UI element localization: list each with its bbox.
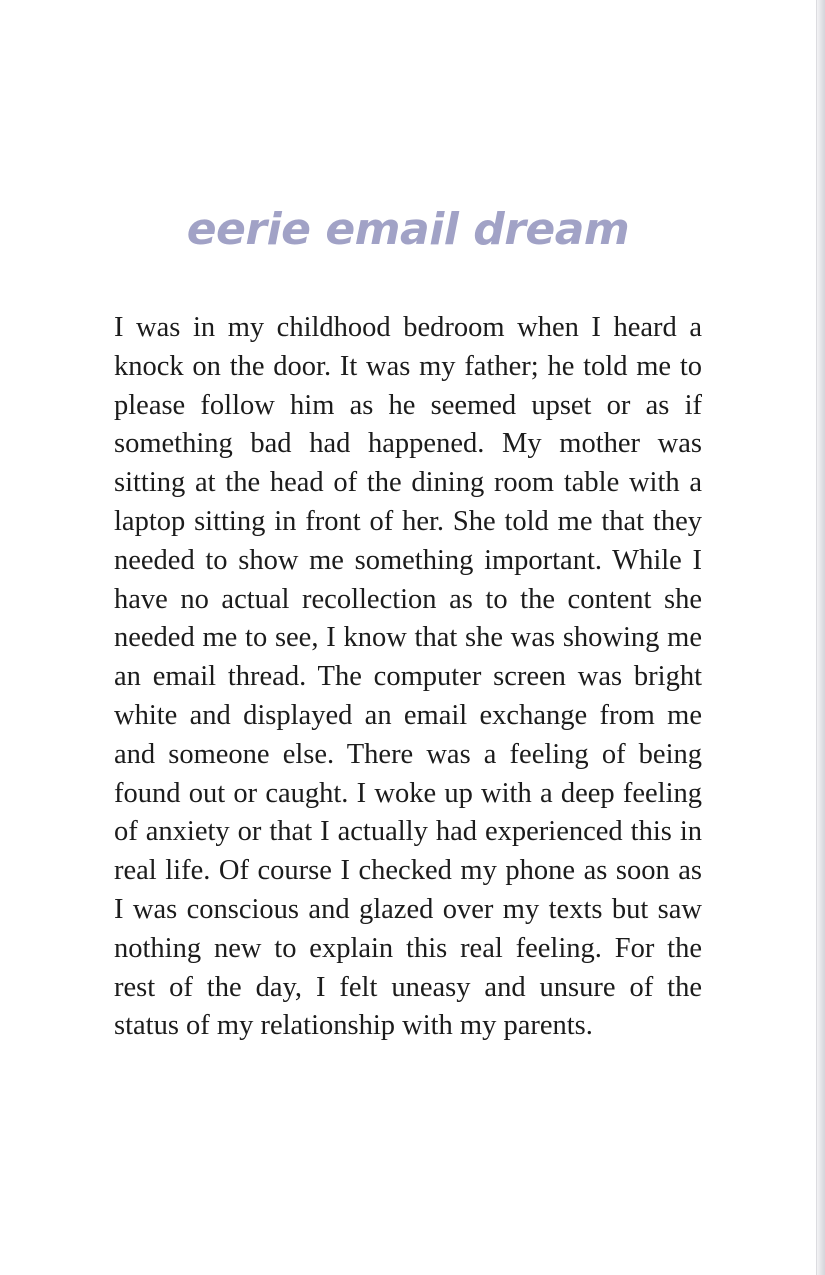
page-edge — [816, 0, 825, 1275]
body-paragraph: I was in my childhood bedroom when I heard a knock on the door. It was my father; he told me to please follow him as he seemed upset or as if something bad had happened. My mother was sitting at the head of the dining room table with a laptop sitting in front of her. She told me that they needed to show me something important. While I have no actual recollection as to the content she needed me to see, I know that she was showing me an email thread. The computer screen was bright white and displayed an email exchange from me and someone else. There was a feeling of being found out or caught. I woke up with a deep feeling of anxiety or that I actually had experienced this in real life. Of course I checked my phone as soon as I was conscious and glazed over my texts but saw nothing new to explain this real feeling. For the rest of the day, I felt uneasy and unsure of the status of my relationship with my parents. — [114, 312, 702, 1042]
page-title: eerie email dream — [186, 204, 630, 255]
